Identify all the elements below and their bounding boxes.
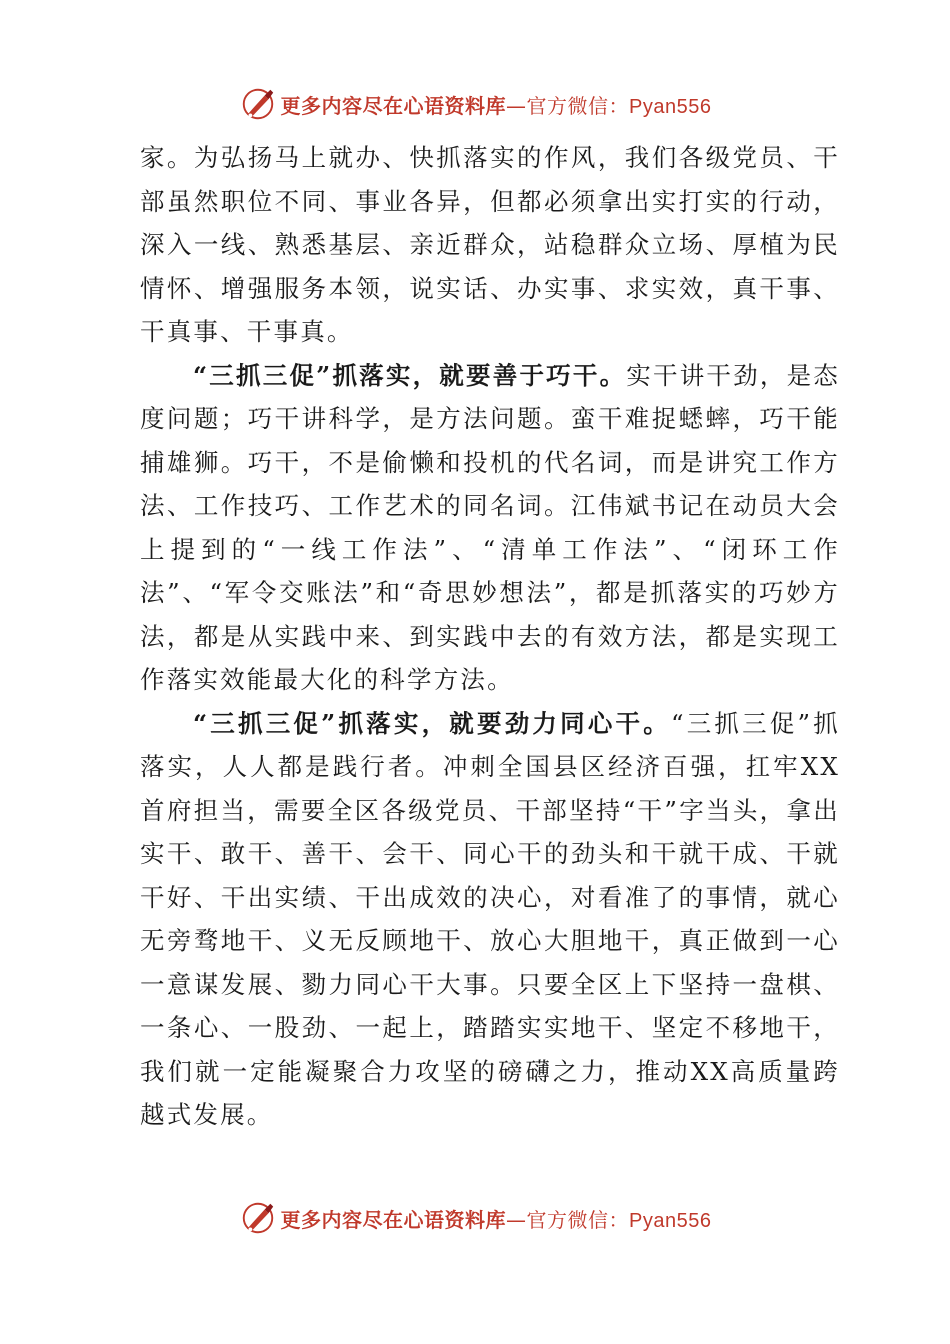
paragraph-heading: “三抓三促”抓落实，就要劲力同心干。 [193, 708, 671, 738]
footer-watermark [0, 1198, 950, 1238]
watermark-text: 更多内容尽在心语资料库—官方微信：Pyan556 [280, 93, 712, 118]
pen-logo-icon [239, 1199, 277, 1237]
paragraph-2: “三抓三促”抓落实，就要善于巧干。实干讲干劲，是态度问题；巧干讲科学，是方法问题。蛮干难捉蟋蟀，巧干能捕雄狮。巧干，不是偷懒和投机的代名词，而是讲究工作方法、工作技巧、工作艺术的同名词。江伟斌书记在动员大会上提到的“一线工作法”、“清单工作法”、“闭环工作法”、“军令交账法”和“奇思妙想法”，都是抓落实的巧妙方法，都是从实践中来、到实践中去的有效方法，都是实现工作落实效能最大化的科学方法。 [140, 360, 840, 694]
paragraph-1: 家。为弘扬马上就办、快抓落实的作风，我们各级党员、干部虽然职位不同、事业各异，但都必须拿出实打实的行动，深入一线、熟悉基层、亲近群众，站稳群众立场、厚植为民情怀、增强服务本领，说实话、办实事、求实效，真干事、干真事、干事真。 [140, 143, 840, 346]
watermark-text: 更多内容尽在心语资料库—官方微信：Pyan556 [280, 1207, 712, 1232]
paragraph-heading: “三抓三促”抓落实，就要善于巧干。 [193, 360, 627, 390]
document-body [140, 136, 840, 1137]
pen-logo-icon [239, 85, 277, 123]
paragraph-3: “三抓三促”抓落实，就要劲力同心干。“三抓三促”抓落实，人人都是践行者。冲刺全国县区经济百强，扛牢XX首府担当，需要全区各级党员、干部坚持“干”字当头，拿出实干、敢干、善干、会干、同心干的劲头和干就干成、干就干好、干出实绩、干出成效的决心，对看准了的事情，就心无旁骛地干、义无反顾地干、放心大胆地干，真正做到一心一意谋发展、勠力同心干大事。只要全区上下坚持一盘棋、一条心、一股劲、一起上，踏踏实实地干、坚定不移地干，我们就一定能凝聚合力攻坚的磅礴之力，推动XX高质量跨越式发展。 [140, 708, 840, 1129]
header-watermark [0, 84, 950, 124]
